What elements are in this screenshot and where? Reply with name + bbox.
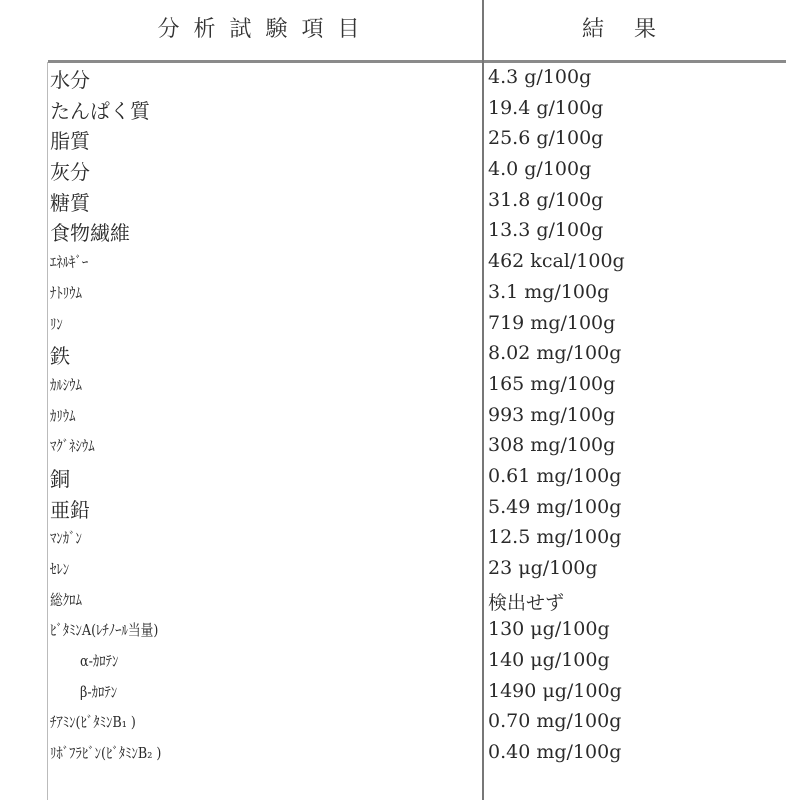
item-name: ｶﾘｳﾑ (50, 406, 76, 425)
table-row (50, 553, 790, 584)
item-name: 脂質 (50, 129, 90, 154)
table-row (50, 430, 790, 461)
item-value: 23 μg/100g (488, 557, 598, 579)
item-name: 総ｸﾛﾑ (50, 590, 82, 609)
table-row (50, 154, 790, 185)
table-row (50, 400, 790, 431)
item-value: 308 mg/100g (488, 434, 616, 457)
item-name: ﾁｱﾐﾝ(ﾋﾞﾀﾐﾝB₁ ) (50, 713, 136, 732)
analysis-table (50, 62, 790, 768)
table-row (50, 737, 790, 768)
item-value: 8.02 mg/100g (488, 342, 622, 365)
item-name: 亜鉛 (50, 497, 90, 522)
table-row (50, 369, 790, 400)
table-row (50, 645, 790, 676)
item-value: 4.3 g/100g (488, 66, 592, 88)
item-name: 糖質 (50, 190, 90, 215)
item-value: 0.70 mg/100g (488, 710, 622, 733)
table-row (50, 676, 790, 707)
column-header-result: 結果 (581, 17, 686, 42)
table-row (50, 338, 790, 369)
table-row (50, 584, 790, 615)
item-name: ﾋﾞﾀﾐﾝA(ﾚﾁﾉｰﾙ当量) (50, 621, 159, 640)
item-name: ﾅﾄﾘｳﾑ (50, 283, 82, 302)
item-value: 165 mg/100g (488, 372, 616, 395)
table-left-border (47, 62, 48, 800)
item-value: 31.8 g/100g (488, 188, 604, 211)
table-row (50, 215, 790, 246)
item-name: α-ｶﾛﾃﾝ (80, 652, 119, 671)
item-value: 140 μg/100g (488, 649, 610, 672)
item-name: 水分 (50, 68, 90, 92)
item-name: ｴﾈﾙｷﾞｰ (50, 253, 89, 272)
item-name: ﾘﾝ (50, 314, 63, 333)
item-value: 0.40 mg/100g (488, 741, 622, 764)
item-name: ﾏｸﾞﾈｼｳﾑ (50, 437, 95, 456)
item-value: 993 mg/100g (488, 403, 616, 426)
item-name: β-ｶﾛﾃﾝ (80, 682, 118, 701)
table-row (50, 185, 790, 216)
item-value: 0.61 mg/100g (488, 464, 622, 487)
item-name: ﾘﾎﾞﾌﾗﾋﾞﾝ(ﾋﾞﾀﾐﾝB₂ ) (50, 744, 162, 763)
item-value: 3.1 mg/100g (488, 280, 610, 303)
table-row (50, 93, 790, 124)
table-row (50, 62, 790, 93)
table-row (50, 492, 790, 523)
table-row (50, 123, 790, 154)
item-value: 5.49 mg/100g (488, 495, 622, 518)
item-value: 検出せず (488, 591, 565, 614)
item-name: ｾﾚﾝ (50, 560, 70, 578)
item-value: 4.0 g/100g (488, 158, 592, 181)
item-value: 13.3 g/100g (488, 219, 604, 242)
item-name: たんぱく質 (50, 98, 150, 123)
item-value: 1490 μg/100g (488, 679, 622, 702)
column-header-item: 分析試験項目 (157, 17, 374, 42)
table-row (50, 522, 790, 553)
table-row (50, 461, 790, 492)
item-name: 食物繊維 (50, 221, 130, 246)
item-value: 130 μg/100g (488, 618, 610, 641)
item-name: 銅 (50, 466, 70, 491)
table-row (50, 706, 790, 737)
item-value: 12.5 mg/100g (488, 526, 622, 549)
item-name: 灰分 (50, 160, 90, 185)
table-row (50, 277, 790, 308)
item-value: 719 mg/100g (488, 311, 616, 334)
table-row (50, 308, 790, 339)
table-row (50, 246, 790, 277)
item-value: 25.6 g/100g (488, 127, 604, 150)
item-name: ｶﾙｼｳﾑ (50, 375, 82, 394)
item-name: 鉄 (50, 344, 70, 369)
item-value: 19.4 g/100g (488, 96, 604, 119)
item-name: ﾏﾝｶﾞﾝ (50, 529, 82, 548)
item-value: 462 kcal/100g (488, 250, 625, 273)
table-row (50, 614, 790, 645)
